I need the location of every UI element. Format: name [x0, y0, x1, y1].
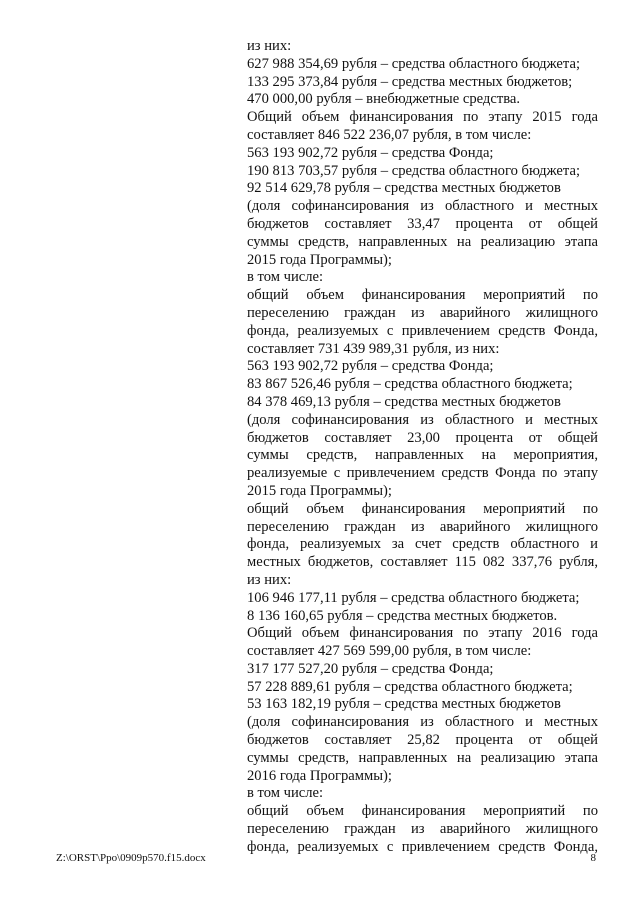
text-line: (доля софинансирования из областного и местных [247, 198, 598, 215]
text-line: составляет 731 439 989,31 рубля, из них: [247, 340, 500, 357]
text-line: 2015 года Программы); [247, 482, 392, 499]
text-line: 84 378 469,13 рубля – средства местных бюджетов [247, 393, 561, 410]
footer-file-path: Z:\ORST\Ppo\0909p570.f15.docx [56, 852, 206, 864]
text-line: переселению граждан из аварийного жилищного [247, 304, 598, 321]
text-line: бюджетов составляет 25,82 процента от общей [247, 732, 598, 749]
text-line: 470 000,00 рубля – внебюджетные средства. [247, 91, 521, 108]
text-line: 2015 года Программы); [247, 251, 392, 268]
text-line: 2016 года Программы); [247, 767, 392, 784]
text-line: переселению граждан из аварийного жилищного [247, 518, 598, 535]
text-line: бюджетов составляет 23,00 процента от общей [247, 429, 598, 446]
text-line: суммы средств, направленных на реализацию этапа [247, 233, 598, 250]
text-line: 190 813 703,57 рубля – средства областного бюджета; [247, 162, 580, 179]
text-line: общий объем финансирования мероприятий по [247, 803, 598, 820]
text-line: 627 988 354,69 рубля – средства областного бюджета; [247, 55, 580, 72]
text-line: (доля софинансирования из областного и местных [247, 714, 598, 731]
text-line: фонда, реализуемых с привлечением средств Фонда, [247, 322, 598, 339]
text-line: переселению граждан из аварийного жилищного [247, 821, 598, 838]
text-line: фонда, реализуемых за счет средств областного и [247, 536, 598, 553]
text-line: фонда, реализуемых с привлечением средств Фонда, [247, 838, 598, 855]
text-line: общий объем финансирования мероприятий по [247, 500, 598, 517]
text-line: (доля софинансирования из областного и местных [247, 411, 598, 428]
text-line: 563 193 902,72 рубля – средства Фонда; [247, 358, 494, 375]
text-line: 53 163 182,19 рубля – средства местных бюджетов [247, 696, 561, 713]
text-line: 57 228 889,61 рубля – средства областного бюджета; [247, 678, 573, 695]
text-line: 92 514 629,78 рубля – средства местных бюджетов [247, 180, 561, 197]
text-line: суммы средств, направленных на реализацию этапа [247, 749, 598, 766]
text-line: 317 177 527,20 рубля – средства Фонда; [247, 660, 494, 677]
text-line: 133 295 373,84 рубля – средства местных бюджетов; [247, 73, 573, 90]
text-line: составляет 846 522 236,07 рубля, в том числе: [247, 126, 532, 143]
text-line: в том числе: [247, 785, 324, 802]
text-line: 563 193 902,72 рубля – средства Фонда; [247, 144, 494, 161]
text-line: составляет 427 569 599,00 рубля, в том числе: [247, 643, 532, 660]
text-line: 8 136 160,65 рубля – средства местных бюджетов. [247, 607, 558, 624]
page-number: 8 [590, 852, 596, 864]
text-line: Общий объем финансирования по этапу 2015 года [247, 109, 598, 126]
document-body [247, 38, 598, 857]
text-line: из них: [247, 38, 292, 54]
text-line: общий объем финансирования мероприятий по [247, 287, 598, 304]
text-line: из них: [247, 571, 292, 588]
text-line: бюджетов составляет 33,47 процента от общей [247, 215, 598, 232]
text-line: местных бюджетов, составляет 115 082 337,76 рубля, [247, 554, 598, 571]
text-line: 83 867 526,46 рубля – средства областного бюджета; [247, 376, 573, 393]
text-line: реализуемые с привлечением средств Фонда по этапу [247, 465, 598, 482]
text-line: Общий объем финансирования по этапу 2016 года [247, 625, 598, 642]
text-line: в том числе: [247, 269, 324, 286]
text-line: суммы средств, направленных на мероприятия, [247, 447, 598, 464]
text-line: 106 946 177,11 рубля – средства областного бюджета; [247, 589, 580, 606]
